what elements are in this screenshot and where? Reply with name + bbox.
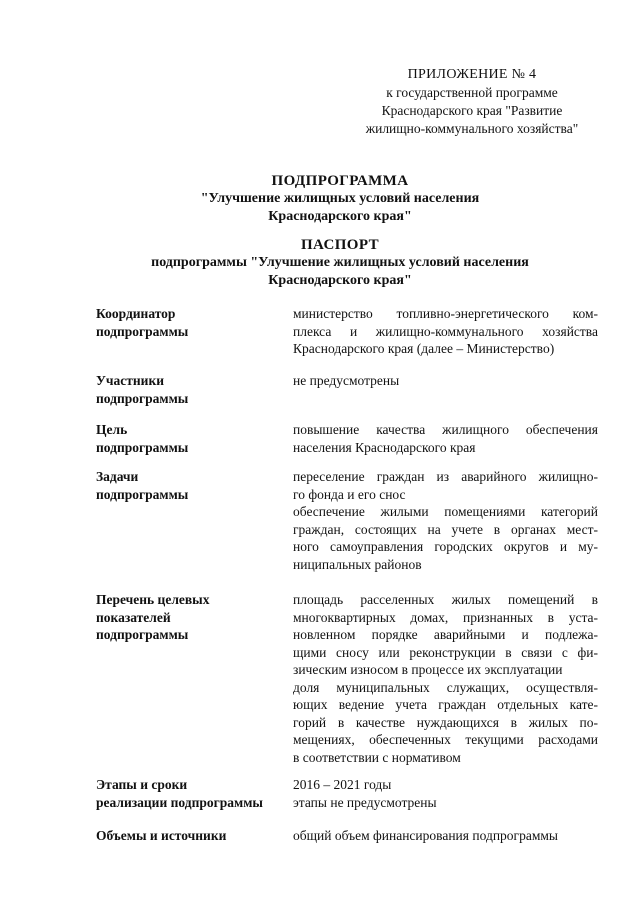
row-label-line: подпрограммы <box>96 439 189 455</box>
row-value-line: многоквартирных домах, признанных в уста- <box>293 609 598 625</box>
appendix-header <box>340 66 604 138</box>
row-value-line: повышение качества жилищного обеспечения <box>293 422 598 437</box>
row-label-line: Задачи <box>96 469 139 484</box>
row-value-line: общий объем финансирования подпрограммы <box>293 828 558 843</box>
row-label <box>96 827 286 845</box>
row-value-paragraph <box>293 421 598 456</box>
row-label <box>96 372 286 407</box>
row-value-paragraph <box>293 372 598 390</box>
subprogram-name-line: "Улучшение жилищных условий населения <box>200 191 480 206</box>
passport-name-line: Краснодарского края" <box>268 273 412 288</box>
row-value-line: в соответствии с нормативом <box>293 749 461 765</box>
row-value-paragraph <box>293 776 598 794</box>
row-value-paragraph <box>293 468 598 503</box>
row-value-line: ющих ведение учета граждан отдельных кате- <box>293 697 598 712</box>
row-value-line: горий в качестве нуждающихся в жилых по- <box>293 714 598 730</box>
row-label <box>96 776 286 811</box>
row-label-line: Перечень целевых <box>96 592 210 607</box>
row-label-line: Цель <box>96 422 128 437</box>
row-value <box>293 305 598 358</box>
row-value-line: плекса и жилищно-коммунального хозяйства <box>293 323 598 339</box>
row-value-line: новленном порядке аварийными и подлежа- <box>293 627 598 642</box>
row-label-line: Объемы и источники <box>96 828 227 843</box>
subprogram-name-line: Краснодарского края" <box>268 209 412 224</box>
row-value-line: этапы не предусмотрены <box>293 794 437 810</box>
row-value-line: мещениях, обеспеченных текущими расходами <box>293 732 598 747</box>
row-label-line: подпрограммы <box>96 486 189 502</box>
row-value-paragraph <box>293 503 598 573</box>
appendix-line: Краснодарского края "Развитие <box>381 103 563 118</box>
row-value-line: переселение граждан из аварийного жилищно- <box>293 469 598 484</box>
row-label-line: Этапы и сроки <box>96 777 188 792</box>
row-label-line: Участники <box>96 373 165 388</box>
row-value-line: обеспечение жилыми помещениями категорий <box>293 504 598 519</box>
subprogram-heading: ПОДПРОГРАММА <box>271 173 409 189</box>
row-label-line: подпрограммы <box>96 627 189 642</box>
row-value <box>293 776 598 811</box>
row-value-line: граждан, состоящих на учете в органах мест- <box>293 521 598 537</box>
row-value-line: не предусмотрены <box>293 373 400 388</box>
row-value-line: ного самоуправления городских округов и му- <box>293 539 598 554</box>
row-value-line: зическим износом в процессе их эксплуатации <box>293 662 563 677</box>
row-value-line: го фонда и его снос <box>293 486 406 502</box>
row-value-paragraph <box>293 591 598 679</box>
appendix-title: ПРИЛОЖЕНИЕ № 4 <box>407 67 537 82</box>
row-value-line: Краснодарского края (далее – Министерство) <box>293 341 555 356</box>
row-value <box>293 421 598 456</box>
appendix-line: жилищно-коммунального хозяйства" <box>365 121 579 136</box>
row-label-line: Координатор <box>96 306 176 321</box>
subprogram-title-block <box>60 172 620 226</box>
row-value-line: площадь расселенных жилых помещений в <box>293 592 598 607</box>
row-label-line: подпрограммы <box>96 390 189 406</box>
row-value-line: 2016 – 2021 годы <box>293 777 392 792</box>
passport-name-line: подпрограммы "Улучшение жилищных условий населения <box>151 255 529 270</box>
row-value-paragraph <box>293 679 598 767</box>
row-label <box>96 468 286 503</box>
row-label <box>96 591 286 644</box>
passport-heading: ПАСПОРТ <box>300 237 380 253</box>
passport-title-block <box>60 236 620 290</box>
row-label-line: реализации подпрограммы <box>96 794 263 810</box>
row-value <box>293 827 598 845</box>
row-value-line: щими сносу или реконструкции в связи с фи- <box>293 644 598 660</box>
row-value <box>293 372 598 390</box>
row-label-line: показателей <box>96 609 171 625</box>
row-label <box>96 305 286 340</box>
row-value-paragraph <box>293 827 598 845</box>
row-value-line: населения Краснодарского края <box>293 439 476 455</box>
row-value <box>293 591 598 766</box>
row-value-paragraph <box>293 305 598 358</box>
row-value-paragraph <box>293 794 598 812</box>
row-value-line: доля муниципальных служащих, осуществля- <box>293 679 598 695</box>
row-value <box>293 468 598 573</box>
appendix-line: к государственной программе <box>386 85 558 100</box>
row-value-line: ниципальных районов <box>293 556 422 572</box>
row-label <box>96 421 286 456</box>
row-label-line: подпрограммы <box>96 323 189 339</box>
row-value-line: министерство топливно-энергетического ком- <box>293 306 598 321</box>
